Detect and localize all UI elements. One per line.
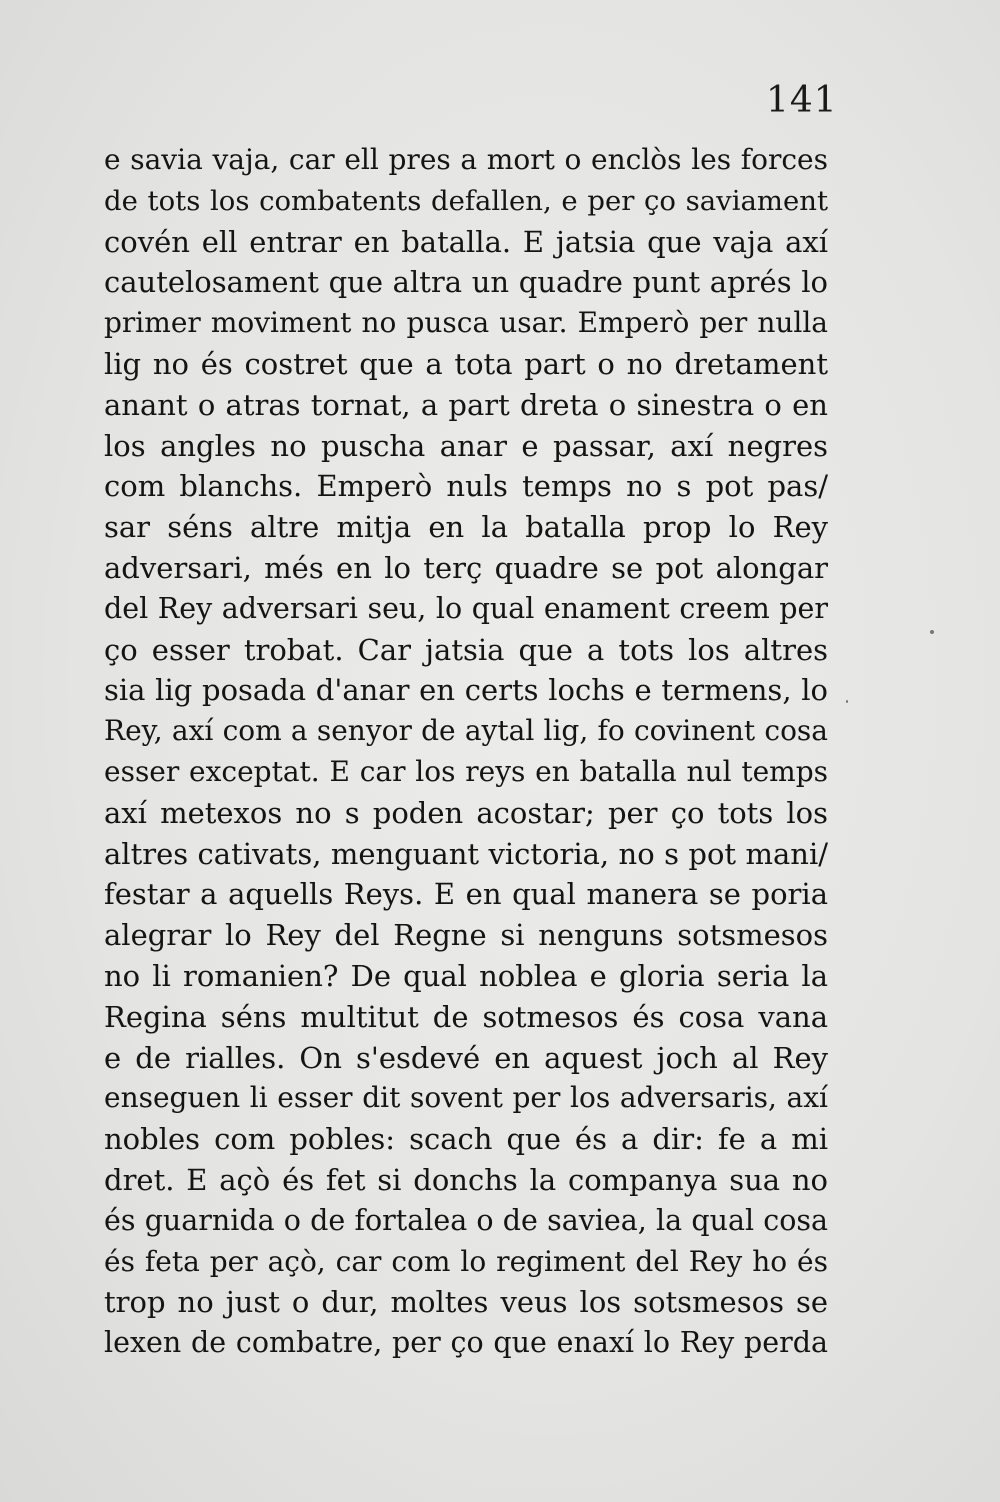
text-line: com blanchs. Emperò nuls temps no s pot pas/ xyxy=(104,469,828,504)
text-line: anant o atras tornat, a part dreta o sinestra o en xyxy=(104,387,828,422)
text-line: del Rey adversari seu, lo qual enament creem per xyxy=(104,591,828,625)
text-line: enseguen li esser dit sovent per los adversaris, axí xyxy=(104,1081,828,1115)
text-line: cautelosament que altra un quadre punt aprés lo xyxy=(104,265,828,300)
text-line: Regina séns multitut de sotmesos és cosa vana xyxy=(104,999,828,1034)
text-line: e de rialles. On s'esdevé en aquest joch al Rey xyxy=(104,1040,828,1075)
text-line: los angles no puscha anar e passar, axí negres xyxy=(104,428,828,463)
text-line: covén ell entrar en batalla. E jatsia que vaja axí xyxy=(104,224,828,259)
text-line: nobles com pobles: scach que és a dir: fe a mi xyxy=(104,1122,828,1157)
paper-speck xyxy=(846,700,848,703)
text-line: Rey, axí com a senyor de aytal lig, fo covinent cosa xyxy=(104,714,828,748)
body-text xyxy=(104,140,828,1364)
text-line: lig no és costret que a tota part o no dretament xyxy=(104,346,828,381)
text-line: adversari, més en lo terç quadre se pot alongar xyxy=(104,550,828,585)
text-line: trop no just o dur, moltes veus los sotsmesos se xyxy=(104,1285,828,1320)
text-line: dret. E açò és fet si donchs la companya sua no xyxy=(104,1162,828,1197)
text-line: festar a aquells Reys. E en qual manera se poria xyxy=(104,877,828,912)
text-line: e savia vaja, car ell pres a mort o enclòs les forces xyxy=(104,143,828,176)
text-line: de tots los combatents defallen, e per ço saviament xyxy=(104,184,828,217)
text-line: sia lig posada d'anar en certs lochs e termens, lo xyxy=(104,673,828,708)
text-line: no li romanien? De qual noblea e gloria seria la xyxy=(104,958,828,993)
text-line: axí metexos no s poden acostar; per ço tots los xyxy=(104,795,828,830)
paper-speck xyxy=(930,630,934,634)
text-line: esser exceptat. E car los reys en batalla nul temps xyxy=(104,754,828,788)
text-line: és guarnida o de fortalea o de saviea, la qual cosa xyxy=(104,1203,828,1237)
text-line: alegrar lo Rey del Regne si nenguns sotsmesos xyxy=(104,918,828,953)
text-line: ço esser trobat. Car jatsia que a tots los altres xyxy=(104,632,828,667)
page-number: 141 xyxy=(766,80,838,121)
text-line: primer moviment no pusca usar. Emperò per nulla xyxy=(104,306,828,340)
text-line: és feta per açò, car com lo regiment del Rey ho és xyxy=(104,1244,828,1278)
text-line: sar séns altre mitja en la batalla prop lo Rey xyxy=(104,510,828,545)
text-line: altres cativats, menguant victoria, no s pot mani/ xyxy=(104,836,828,871)
text-line: lexen de combatre, per ço que enaxí lo Rey perda xyxy=(104,1326,828,1360)
